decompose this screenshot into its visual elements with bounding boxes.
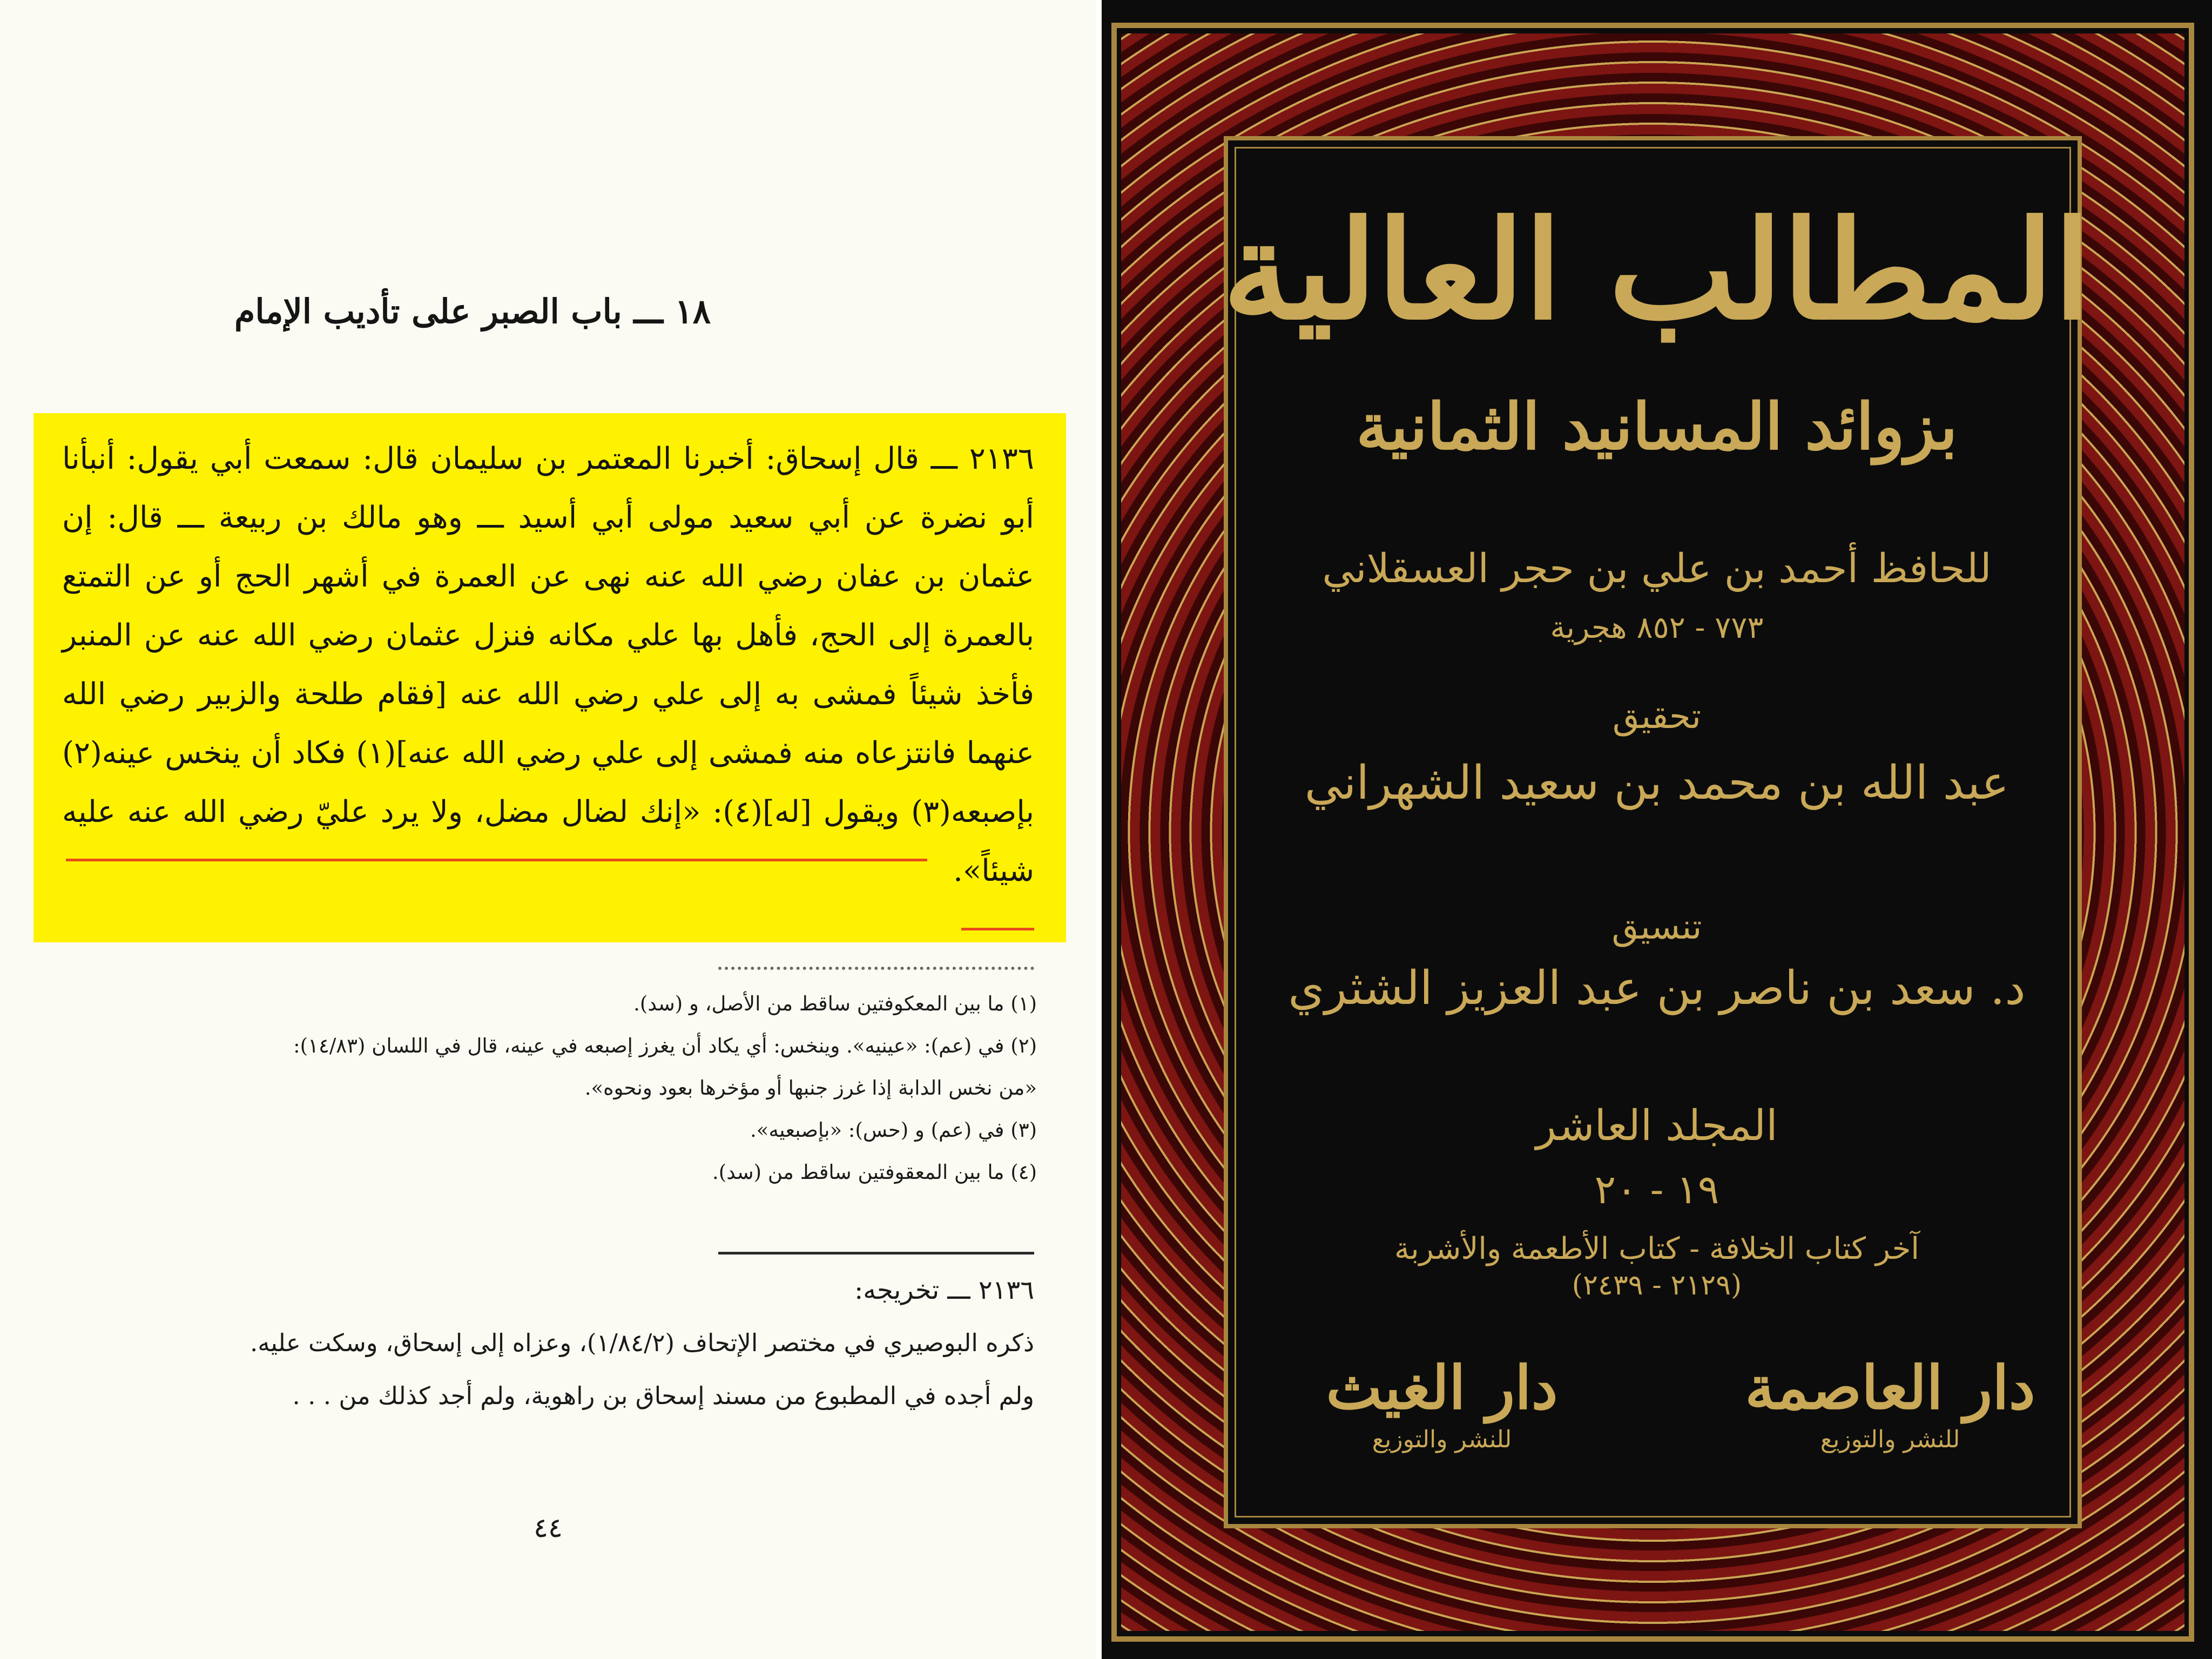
cover-coordinator: د. سعد بن ناصر بن عبد العزيز الشثري (1288, 961, 2026, 1015)
takhrij-line: ذكره البوصيري في مختصر الإتحاف (١/٨٤/٢)، وعزاه إلى إسحاق، وسكت عليه. (250, 1328, 1034, 1357)
cover-contents: آخر كتاب الخلافة - كتاب الأطعمة والأشربة (1394, 1231, 1919, 1266)
footnote-3: (٣) في (عم) و (حس): «بإصبعيه». (750, 1118, 1037, 1142)
book-cover (1102, 0, 2212, 1659)
publisher-tagline: للنشر والتوزيع (1820, 1426, 1960, 1453)
red-underline (961, 928, 1034, 930)
takhrij-line: ولم أجده في المطبوع من مسند إسحاق بن راهوية، ولم أجد كذلك من . . . (292, 1381, 1034, 1410)
cover-volume: المجلد العاشر (1536, 1102, 1778, 1150)
takhrij-separator (718, 1252, 1034, 1255)
takhrij-heading: ٢١٣٦ ـــ تخريجه: (854, 1275, 1034, 1305)
footnote-separator (718, 967, 1034, 970)
publisher-name: دار الغيث (1326, 1353, 1558, 1422)
publisher-tagline: للنشر والتوزيع (1372, 1426, 1512, 1453)
footnote-2: (٢) في (عم): «عينيه». وينخس: أي يكاد أن يغرز إصبعه في عينه، قال في اللسان (١٤/٨٣): (293, 1034, 1037, 1057)
cover-title: المطالب العالية (1222, 191, 2092, 349)
cover-editor: عبد الله بن محمد بن سعيد الشهراني (1304, 756, 2009, 810)
takhrij-section (62, 1264, 1034, 1422)
publisher-name: دار العاصمة (1745, 1353, 2035, 1422)
cover-author: للحافظ أحمد بن علي بن حجر العسقلاني (1322, 545, 1992, 592)
cover-hadith-range: (٢١٢٩ - ٢٤٣٩) (1572, 1269, 1742, 1301)
book-page (0, 0, 1096, 1659)
cover-frame-inner-line (1235, 147, 2071, 1518)
cover-tansiq-label: تنسيق (1611, 907, 1702, 947)
cover-tahqiq-label: تحقيق (1612, 697, 1702, 737)
footnotes (59, 983, 1037, 1193)
chapter-heading: ١٨ ـــ باب الصبر على تأديب الإمام (234, 292, 711, 331)
footnote-2-continued: «من نخس الدابة إذا غرز جنبها أو مؤخرها بعود ونحوه». (584, 1076, 1037, 1100)
cover-author-dates: ٧٧٣ - ٨٥٢ هجرية (1550, 610, 1764, 645)
red-underline (66, 859, 927, 861)
publisher-logo-left (1280, 1350, 1604, 1453)
footnote-1: (١) ما بين المعكوفتين ساقط من الأصل، و (سد). (633, 992, 1037, 1015)
footnote-4: (٤) ما بين المعقوفتين ساقط من (سد). (712, 1161, 1037, 1184)
cover-volume-parts: ١٩ - ٢٠ (1594, 1166, 1719, 1213)
cover-subtitle: بزوائد المسانيد الثمانية (1356, 389, 1958, 464)
publisher-logo-right (1728, 1350, 2052, 1453)
page-number: ٤٤ (534, 1512, 563, 1543)
hadith-text: ٢١٣٦ ـــ قال إسحاق: أخبرنا المعتمر بن سليمان قال: سمعت أبي يقول: أنبأنا أبو نضرة عن أبي سعيد مولى أبي أسيد ـــ وهو مالك بن ربيعة ـــ قال: إن عثمان بن عفان رضي الله عنه نهى عن العمرة في أشهر الحج أو عن التمتع بالعمرة إلى الحج، فأهل بها علي مكانه فنزل عثمان رضي الله عنه عن المنبر فأخذ شيئاً فمشى به إلى علي رضي الله عنه [فقام طلحة والزبير رضي الله عنهما فانتزعاه منه فمشى إلى علي رضي الله عنه](١) فكاد أن ينخس عينه(٢) بإصبعه(٣) ويقول [له](٤): «إنك لضال مضل، ولا يرد عليّ رضي الله عنه عليه شيئاً». (62, 441, 1035, 888)
